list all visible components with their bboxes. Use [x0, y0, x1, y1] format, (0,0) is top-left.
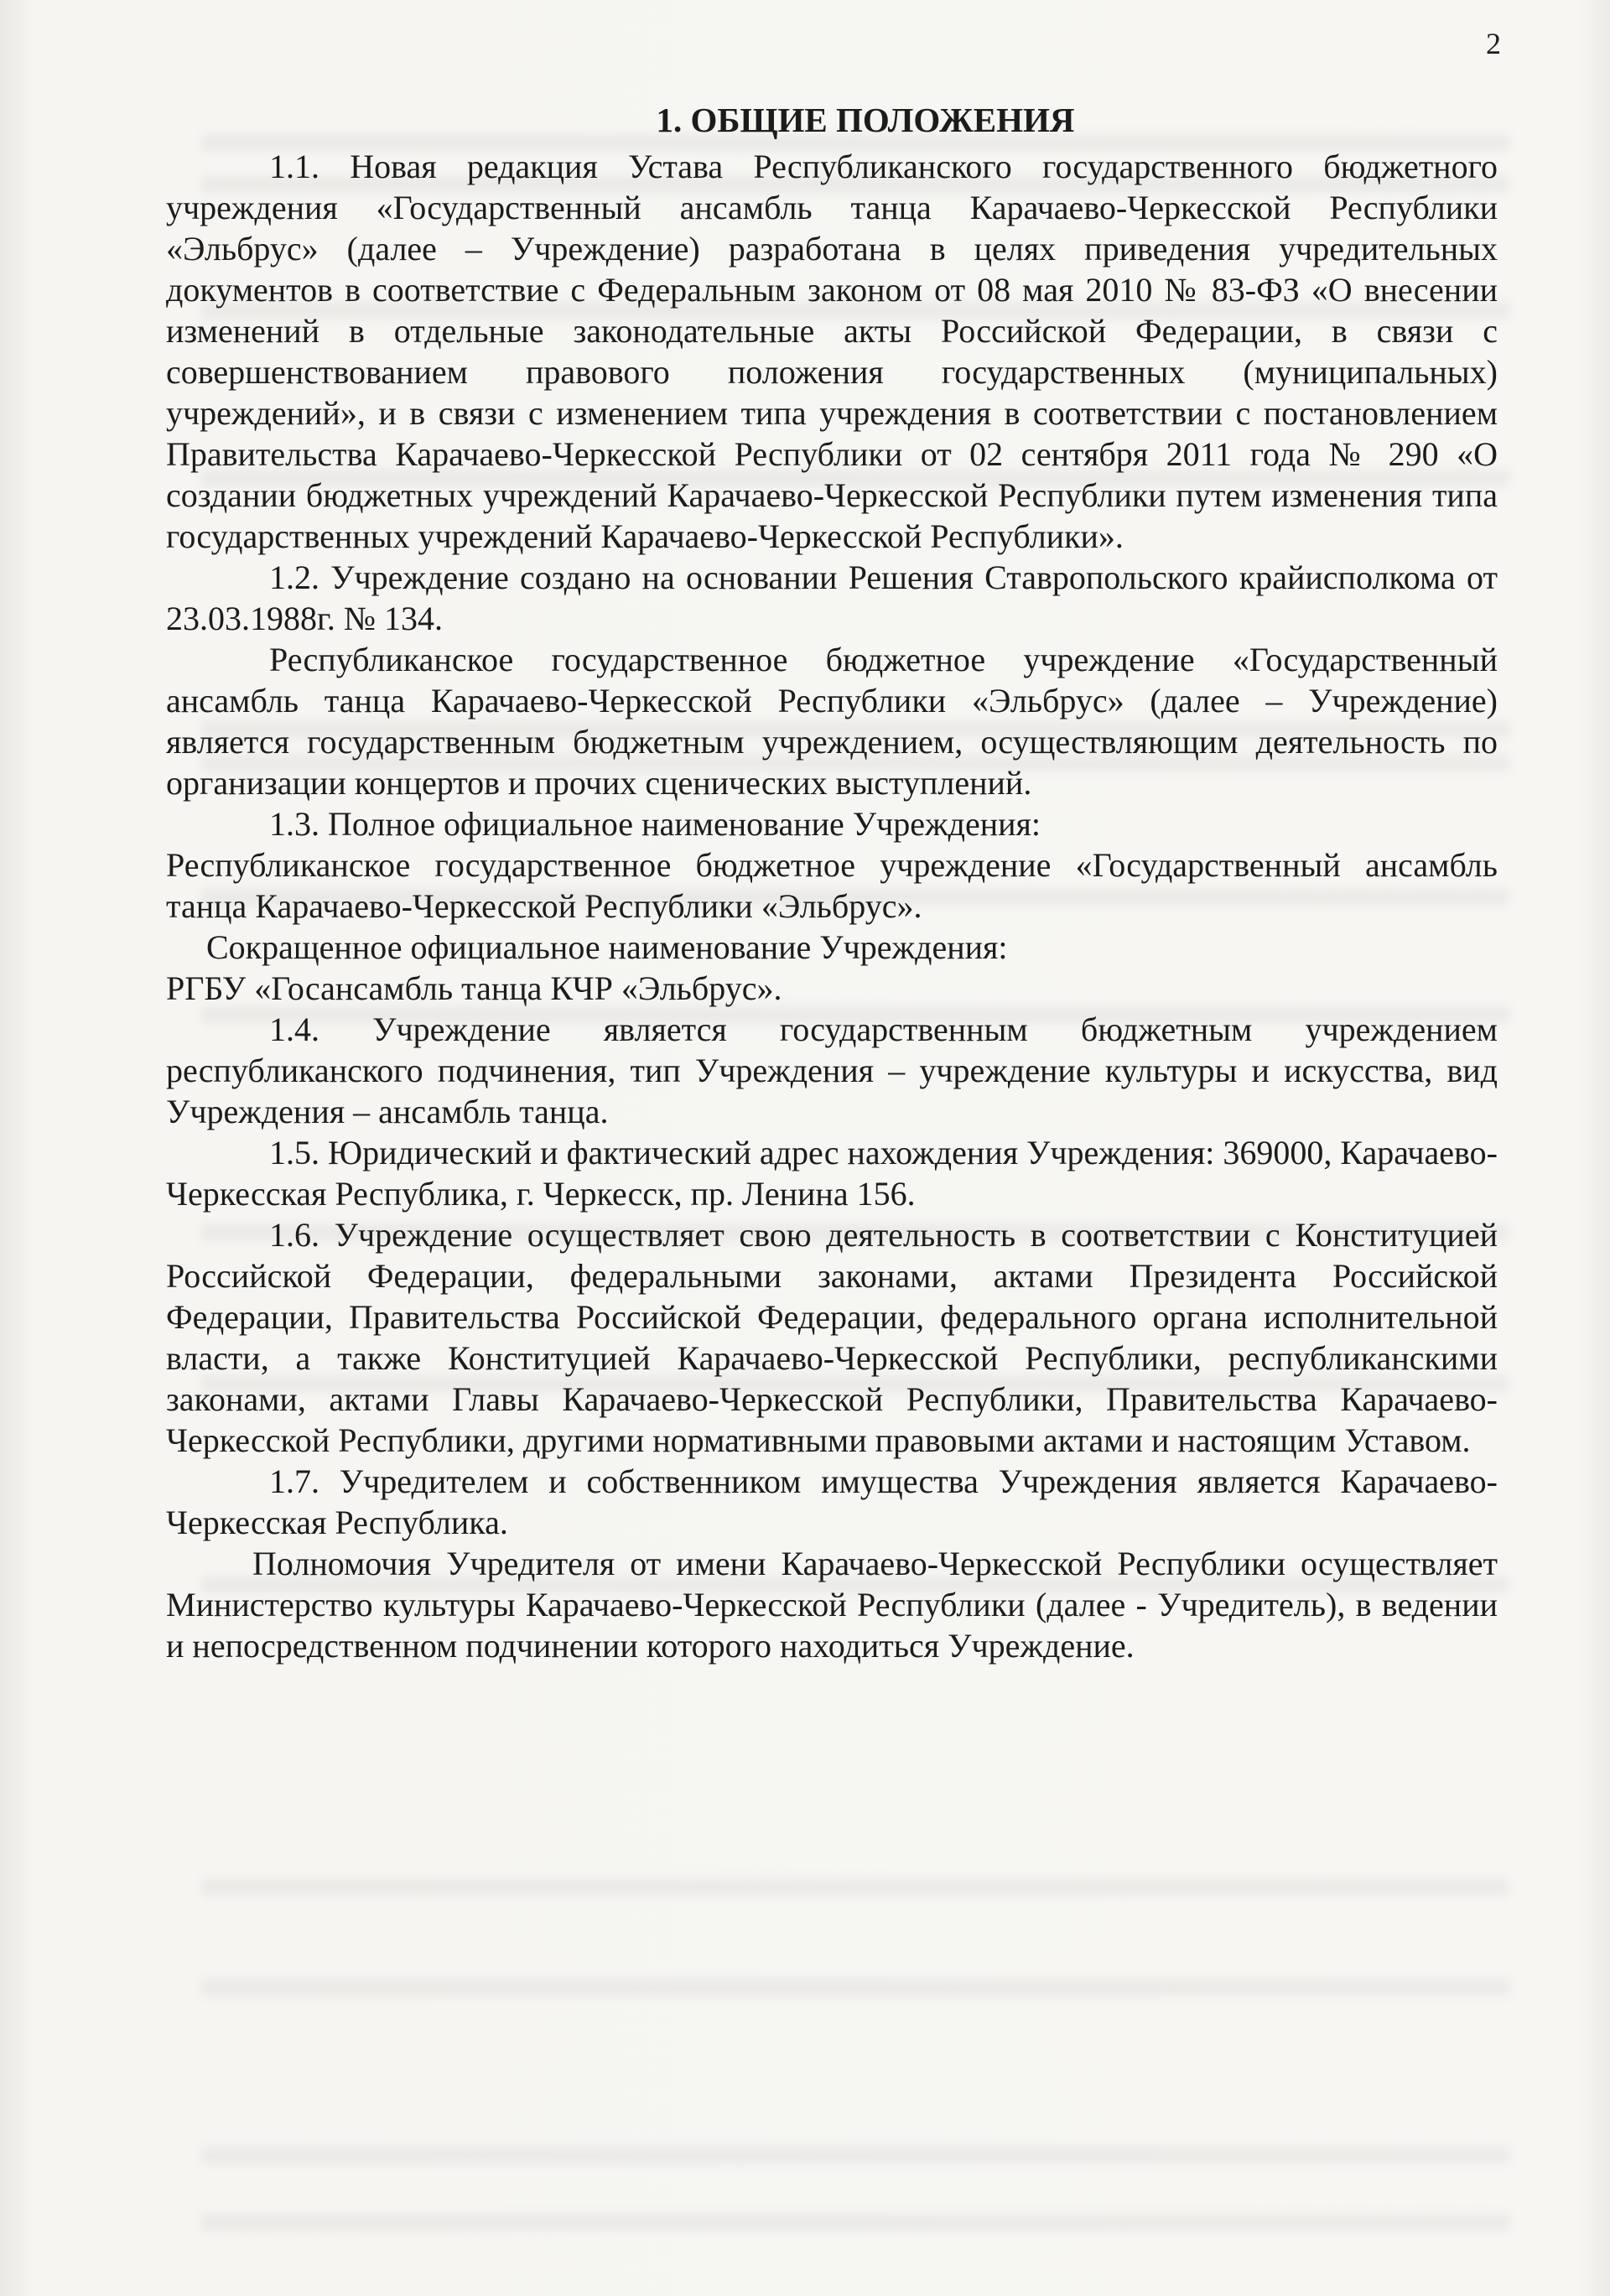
full-official-name: Республиканское государственное бюджетное учреждение «Государственный ансамбль танца Карачаево-Черкесской Республики «Эльбрус».: [166, 846, 1498, 925]
document-body: [166, 99, 1498, 1666]
paragraph-founder-powers: Полномочия Учредителя от имени Карачаево-Черкесской Республики осуществляет Министерство культуры Карачаево-Черкесской Республики (далее - Учредитель), в ведении и непосредственном подчинении которого находиться Учреждение.: [166, 1545, 1498, 1665]
paragraph-1-4: 1.4. Учреждение является государственным бюджетным учреждением республиканского подчинения, тип Учреждения – учреждение культуры и искусства, вид Учреждения – ансамбль танца.: [166, 1010, 1498, 1130]
paragraph-1-5: 1.5. Юридический и фактический адрес нахождения Учреждения: 369000, Карачаево-Черкесская Республика, г. Черкесск, пр. Ленина 156.: [166, 1134, 1498, 1213]
paragraph-1-1: 1.1. Новая редакция Устава Республиканского государственного бюджетного учреждения «Государственный ансамбль танца Карачаево-Черкесской Республики «Эльбрус» (далее – Учреждение) разработана в целях приведения учредительных документов в соответствие с Федеральным законом от 08 мая 2010 № 83-ФЗ «О внесении изменений в отдельные законодательные акты Российской Федерации, в связи с совершенствованием правового положения государственных (муниципальных) учреждений», и в связи с изменением типа учреждения в соответствии с постановлением Правительства Карачаево-Черкесской Республики от 02 сентября 2011 года № 290 «О создании бюджетных учреждений Карачаево-Черкесской Республики путем изменения типа государственных учреждений Карачаево-Черкесской Республики».: [166, 148, 1498, 555]
section-title: 1. ОБЩИЕ ПОЛОЖЕНИЯ: [656, 101, 1075, 139]
paragraph-1-2: 1.2. Учреждение создано на основании Решения Ставропольского крайисполкома от 23.03.1988г. № 134.: [166, 558, 1498, 637]
short-official-name: РГБУ «Госансамбль танца КЧР «Эльбрус».: [166, 969, 782, 1007]
paragraph-1-6: 1.6. Учреждение осуществляет свою деятельность в соответствии с Конституцией Российской Федерации, федеральными законами, актами Президента Российской Федерации, Правительства Российской Федерации, федерального органа исполнительной власти, а также Конституцией Карачаево-Черкесской Республики, республиканскими законами, актами Главы Карачаево-Черкесской Республики, Правительства Карачаево-Черкесской Республики, другими нормативными правовыми актами и настоящим Уставом.: [166, 1216, 1498, 1459]
page-number: 2: [1486, 27, 1501, 60]
paragraph-1-7: 1.7. Учредителем и собственником имущества Учреждения является Карачаево-Черкесская Республика.: [166, 1462, 1498, 1541]
paragraph-institution-description: Республиканское государственное бюджетное учреждение «Государственный ансамбль танца Карачаево-Черкесской Республики «Эльбрус» (далее – Учреждение) является государственным бюджетным учреждением, осуществляющим деятельность по организации концертов и прочих сценических выступлений.: [166, 641, 1498, 802]
paragraph-1-3: 1.3. Полное официальное наименование Учреждения:: [269, 805, 1041, 843]
short-name-heading: Сокращенное официальное наименование Учреждения:: [206, 928, 1008, 966]
